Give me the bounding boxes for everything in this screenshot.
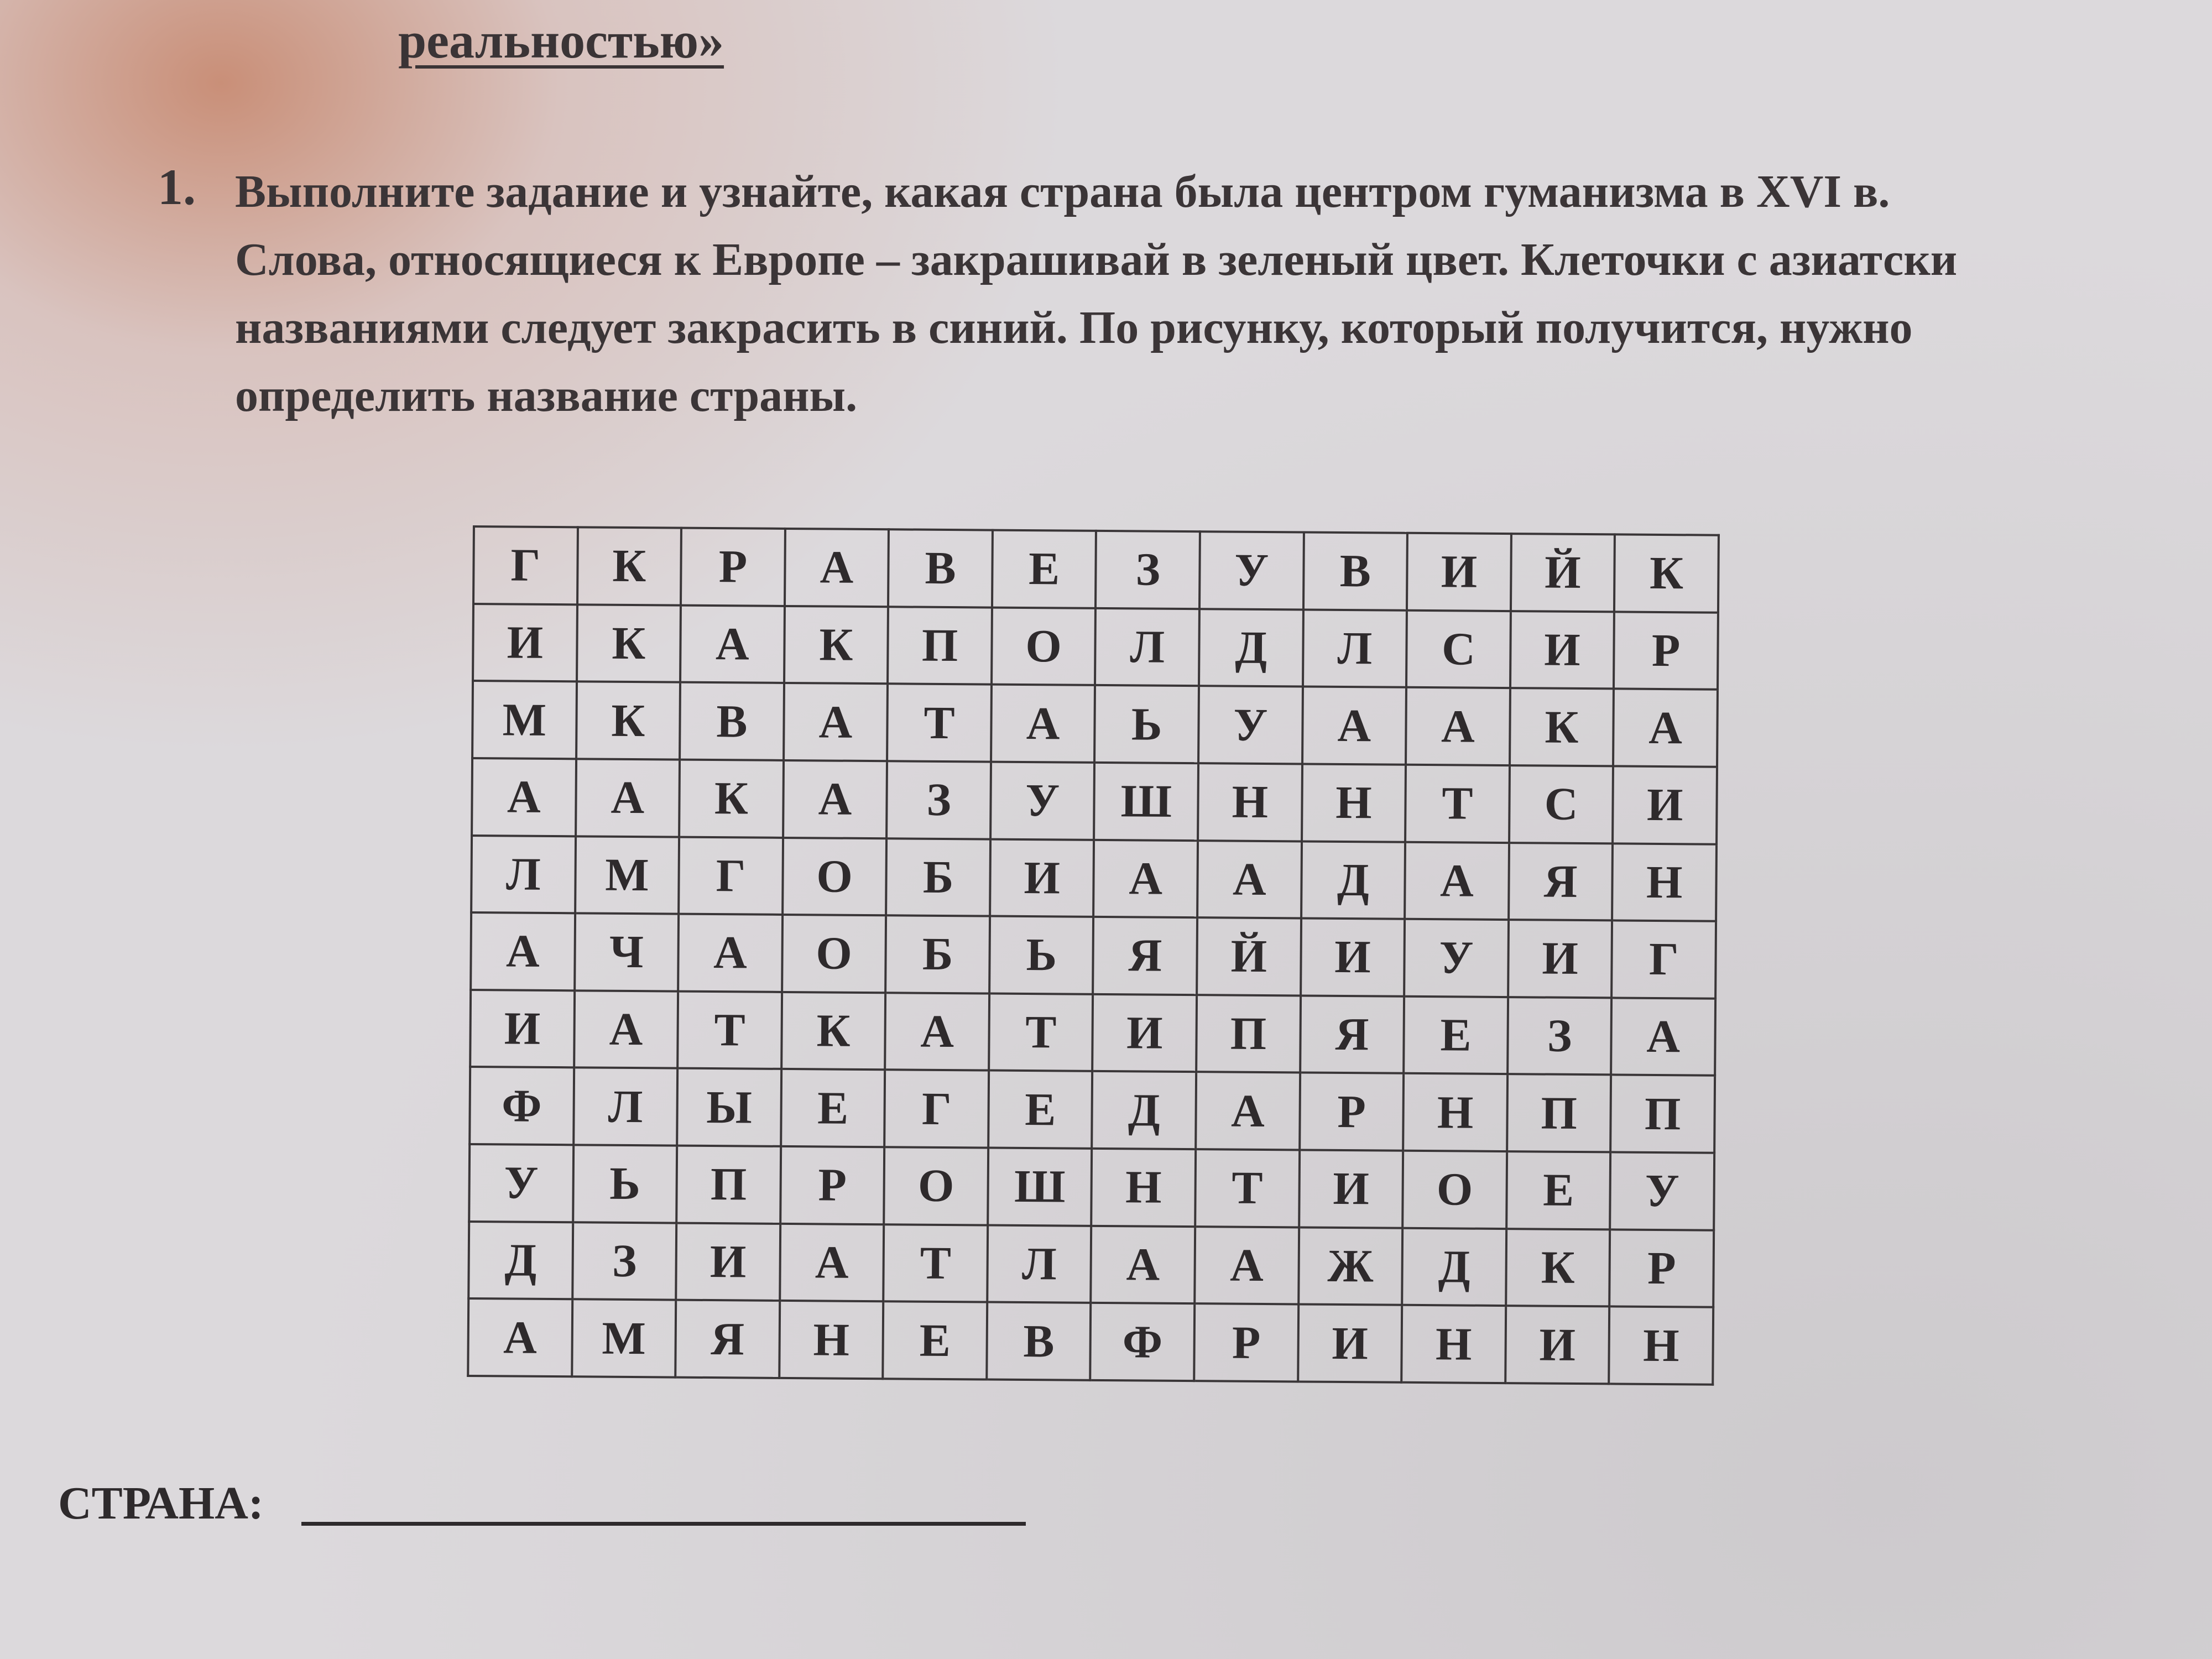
grid-cell[interactable]: Ш bbox=[988, 1148, 1092, 1226]
grid-cell[interactable]: Н bbox=[779, 1301, 884, 1379]
grid-cell[interactable]: Л bbox=[573, 1068, 678, 1146]
grid-cell[interactable]: Ы bbox=[677, 1068, 781, 1146]
grid-cell[interactable]: К bbox=[1510, 688, 1614, 766]
heading-fragment: реальностью» bbox=[398, 12, 724, 69]
grid-cell[interactable]: К bbox=[784, 606, 889, 684]
grid-cell[interactable]: Р bbox=[1614, 612, 1718, 690]
grid-cell[interactable]: Г bbox=[473, 526, 578, 604]
grid-cell[interactable]: А bbox=[1302, 687, 1407, 765]
grid-cell[interactable]: У bbox=[990, 761, 1095, 839]
grid-cell[interactable]: Е bbox=[1404, 997, 1508, 1074]
grid-cell[interactable]: М bbox=[472, 681, 577, 759]
grid-cell[interactable]: У bbox=[1404, 919, 1509, 997]
grid-cell[interactable]: И bbox=[1510, 611, 1615, 689]
grid-cell[interactable]: И bbox=[676, 1223, 780, 1301]
grid-row bbox=[469, 1144, 1714, 1230]
task-line: названиями следует закрасить в синий. По рисунку, который получится, нужно bbox=[235, 302, 1913, 353]
grid-cell[interactable]: М bbox=[572, 1300, 676, 1378]
answer-label: СТРАНА: bbox=[58, 1478, 264, 1529]
task-block bbox=[158, 158, 2212, 434]
grid-cell[interactable]: Ь bbox=[1095, 685, 1199, 763]
grid-cell[interactable]: Р bbox=[780, 1146, 885, 1224]
letter-grid bbox=[467, 525, 1720, 1386]
grid-cell[interactable]: К bbox=[577, 604, 681, 682]
grid-cell[interactable]: А bbox=[780, 1224, 884, 1302]
grid-cell[interactable]: П bbox=[1507, 1074, 1611, 1152]
grid-cell[interactable]: И bbox=[1301, 919, 1405, 997]
grid-cell[interactable]: А bbox=[574, 990, 679, 1068]
grid-cell[interactable]: А bbox=[1091, 1225, 1196, 1303]
grid-cell[interactable]: А bbox=[1406, 687, 1510, 765]
grid-cell[interactable]: И bbox=[1505, 1306, 1610, 1384]
grid-cell[interactable]: А bbox=[468, 1298, 572, 1376]
grid-cell[interactable]: Л bbox=[471, 836, 576, 914]
grid-row bbox=[469, 1067, 1715, 1152]
grid-cell[interactable]: А bbox=[680, 605, 785, 683]
task-line: Слова, относящиеся к Европе – закрашивай в зеленый цвет. Клеточки с азиатски bbox=[235, 234, 1958, 285]
grid-cell[interactable]: Ж bbox=[1298, 1227, 1403, 1305]
grid-row bbox=[472, 681, 1718, 766]
grid-cell[interactable]: З bbox=[572, 1222, 677, 1300]
grid-cell[interactable]: Б bbox=[885, 915, 990, 993]
grid-cell[interactable]: З bbox=[886, 761, 991, 839]
answer-line[interactable] bbox=[301, 1522, 1026, 1526]
grid-cell[interactable]: У bbox=[1199, 531, 1304, 609]
grid-cell[interactable]: Й bbox=[1511, 534, 1615, 612]
grid-cell[interactable]: З bbox=[1507, 997, 1612, 1075]
grid-cell[interactable]: М bbox=[575, 836, 680, 914]
grid-cell[interactable]: К bbox=[679, 759, 784, 837]
grid-cell[interactable]: Д bbox=[468, 1222, 573, 1300]
grid-cell[interactable]: А bbox=[1613, 689, 1718, 767]
grid-cell[interactable]: Я bbox=[1509, 843, 1613, 921]
grid-cell[interactable]: А bbox=[784, 683, 888, 761]
grid-cell[interactable]: Ф bbox=[1091, 1303, 1195, 1381]
grid-cell[interactable]: Д bbox=[1092, 1071, 1197, 1149]
grid-cell[interactable]: У bbox=[1610, 1152, 1715, 1230]
grid-cell[interactable]: Я bbox=[1300, 995, 1405, 1073]
grid-cell[interactable]: Р bbox=[1194, 1303, 1298, 1381]
grid-cell[interactable]: Д bbox=[1402, 1228, 1506, 1306]
grid-cell[interactable]: А bbox=[785, 529, 889, 607]
grid-cell[interactable]: О bbox=[884, 1147, 989, 1225]
grid-cell[interactable]: Т bbox=[1195, 1149, 1300, 1227]
grid-cell[interactable]: В bbox=[1303, 532, 1408, 610]
grid-cell[interactable]: А bbox=[678, 914, 782, 992]
grid-cell[interactable]: А bbox=[1197, 841, 1302, 919]
grid-cell[interactable]: Н bbox=[1612, 843, 1717, 921]
grid-cell[interactable]: О bbox=[782, 915, 886, 993]
grid-cell[interactable]: С bbox=[1406, 610, 1511, 688]
grid-cell[interactable]: Н bbox=[1198, 763, 1302, 841]
grid-cell[interactable]: П bbox=[676, 1146, 781, 1224]
grid-row bbox=[470, 990, 1715, 1076]
grid-cell[interactable]: К bbox=[781, 992, 886, 1070]
grid-cell[interactable]: Л bbox=[1303, 609, 1407, 687]
grid-row bbox=[472, 758, 1717, 844]
grid-cell[interactable]: А bbox=[991, 685, 1095, 763]
grid-cell[interactable]: И bbox=[473, 604, 577, 682]
grid-cell[interactable]: В bbox=[888, 529, 993, 607]
grid-cell[interactable]: Т bbox=[1405, 765, 1510, 843]
grid-cell[interactable]: Л bbox=[987, 1225, 1092, 1303]
grid-cell[interactable]: Ш bbox=[1094, 763, 1199, 841]
grid-cell[interactable]: У bbox=[469, 1144, 573, 1222]
grid-cell[interactable]: И bbox=[470, 990, 575, 1068]
grid-cell[interactable]: А bbox=[472, 758, 576, 836]
grid-cell[interactable]: У bbox=[1198, 686, 1303, 764]
grid-cell[interactable]: А bbox=[885, 993, 989, 1071]
grid-cell[interactable]: А bbox=[1196, 1072, 1300, 1150]
grid-cell[interactable]: В bbox=[987, 1302, 1091, 1380]
grid-cell[interactable]: И bbox=[990, 839, 1094, 917]
grid-cell[interactable]: О bbox=[782, 837, 887, 915]
grid-cell[interactable]: Н bbox=[1403, 1073, 1507, 1151]
grid-cell[interactable]: Т bbox=[887, 684, 992, 761]
grid-cell[interactable]: Л bbox=[1095, 608, 1199, 686]
grid-row bbox=[471, 836, 1717, 921]
grid-cell[interactable]: П bbox=[1196, 995, 1301, 1073]
grid-cell[interactable]: И bbox=[1093, 994, 1197, 1072]
grid-cell[interactable]: К bbox=[1506, 1229, 1610, 1307]
grid-cell[interactable]: И bbox=[1298, 1305, 1402, 1383]
grid-cell[interactable]: А bbox=[1611, 998, 1715, 1076]
grid-row bbox=[473, 604, 1718, 690]
grid-cell[interactable]: С bbox=[1509, 765, 1614, 843]
grid-cell[interactable]: А bbox=[1194, 1227, 1299, 1305]
grid-cell[interactable]: А bbox=[576, 759, 680, 837]
grid-cell[interactable]: К bbox=[576, 682, 681, 760]
grid-cell[interactable]: Ч bbox=[575, 913, 679, 991]
grid-cell[interactable]: И bbox=[1508, 920, 1613, 998]
grid-row bbox=[471, 912, 1716, 998]
grid-cell[interactable]: З bbox=[1095, 531, 1200, 609]
grid-cell[interactable]: Ь bbox=[989, 916, 1094, 994]
grid-row bbox=[473, 526, 1719, 612]
task-line: Выполните задание и узнайте, какая страна была центром гуманизма в XVI в. bbox=[235, 166, 1890, 217]
grid-cell[interactable]: Е bbox=[883, 1301, 988, 1379]
task-number: 1. bbox=[158, 159, 196, 215]
grid-row bbox=[468, 1222, 1714, 1307]
grid-cell[interactable]: Я bbox=[675, 1300, 780, 1378]
grid-cell[interactable]: А bbox=[1094, 839, 1198, 917]
task-instructions bbox=[235, 158, 2212, 430]
grid-cell[interactable]: Й bbox=[1197, 917, 1301, 995]
grid-cell[interactable]: В bbox=[680, 682, 784, 760]
grid-row bbox=[468, 1298, 1713, 1384]
grid-cell[interactable]: Я bbox=[1093, 917, 1198, 995]
grid-cell[interactable]: Н bbox=[1302, 764, 1406, 842]
grid-cell[interactable]: П bbox=[888, 607, 992, 685]
grid-cell[interactable]: И bbox=[1299, 1150, 1404, 1228]
grid-cell[interactable]: Т bbox=[884, 1224, 988, 1302]
grid-cell[interactable]: Д bbox=[1199, 609, 1303, 687]
grid-cell[interactable]: Ф bbox=[469, 1067, 574, 1145]
grid-cell[interactable]: А bbox=[471, 912, 575, 990]
grid-cell[interactable]: Д bbox=[1301, 841, 1406, 919]
grid-cell[interactable]: А bbox=[1405, 842, 1509, 920]
grid-cell[interactable]: К bbox=[577, 527, 682, 605]
grid-cell[interactable]: Е bbox=[992, 530, 1097, 608]
task-line: определить название страны. bbox=[235, 370, 858, 421]
grid-cell[interactable]: И bbox=[1407, 533, 1511, 611]
grid-cell[interactable]: И bbox=[1613, 766, 1717, 844]
grid-cell[interactable]: Н bbox=[1609, 1307, 1714, 1385]
grid-cell[interactable]: К bbox=[1614, 534, 1719, 612]
grid-cell[interactable]: Б bbox=[886, 838, 990, 916]
grid-cell[interactable]: О bbox=[992, 607, 1096, 685]
grid-cell[interactable]: Р bbox=[1300, 1073, 1404, 1151]
grid-cell[interactable]: Е bbox=[988, 1071, 1093, 1149]
grid-cell[interactable]: О bbox=[1402, 1151, 1507, 1229]
grid-cell[interactable]: Н bbox=[1401, 1305, 1506, 1383]
grid-cell[interactable]: Н bbox=[1092, 1149, 1196, 1227]
grid-cell[interactable]: Т bbox=[989, 993, 1093, 1071]
grid-cell[interactable]: Т bbox=[677, 991, 782, 1069]
grid-cell[interactable]: Е bbox=[1506, 1151, 1611, 1229]
grid-cell[interactable]: Р bbox=[681, 528, 785, 606]
grid-cell[interactable]: Ь bbox=[573, 1145, 677, 1223]
grid-cell[interactable]: Г bbox=[884, 1070, 989, 1148]
grid-cell[interactable]: Г bbox=[679, 837, 783, 915]
grid-cell[interactable]: Р bbox=[1610, 1229, 1714, 1307]
grid-cell[interactable]: Г bbox=[1611, 921, 1716, 999]
grid-cell[interactable]: А bbox=[783, 760, 888, 838]
grid-cell[interactable]: П bbox=[1610, 1075, 1715, 1153]
grid-cell[interactable]: Е bbox=[781, 1069, 885, 1147]
